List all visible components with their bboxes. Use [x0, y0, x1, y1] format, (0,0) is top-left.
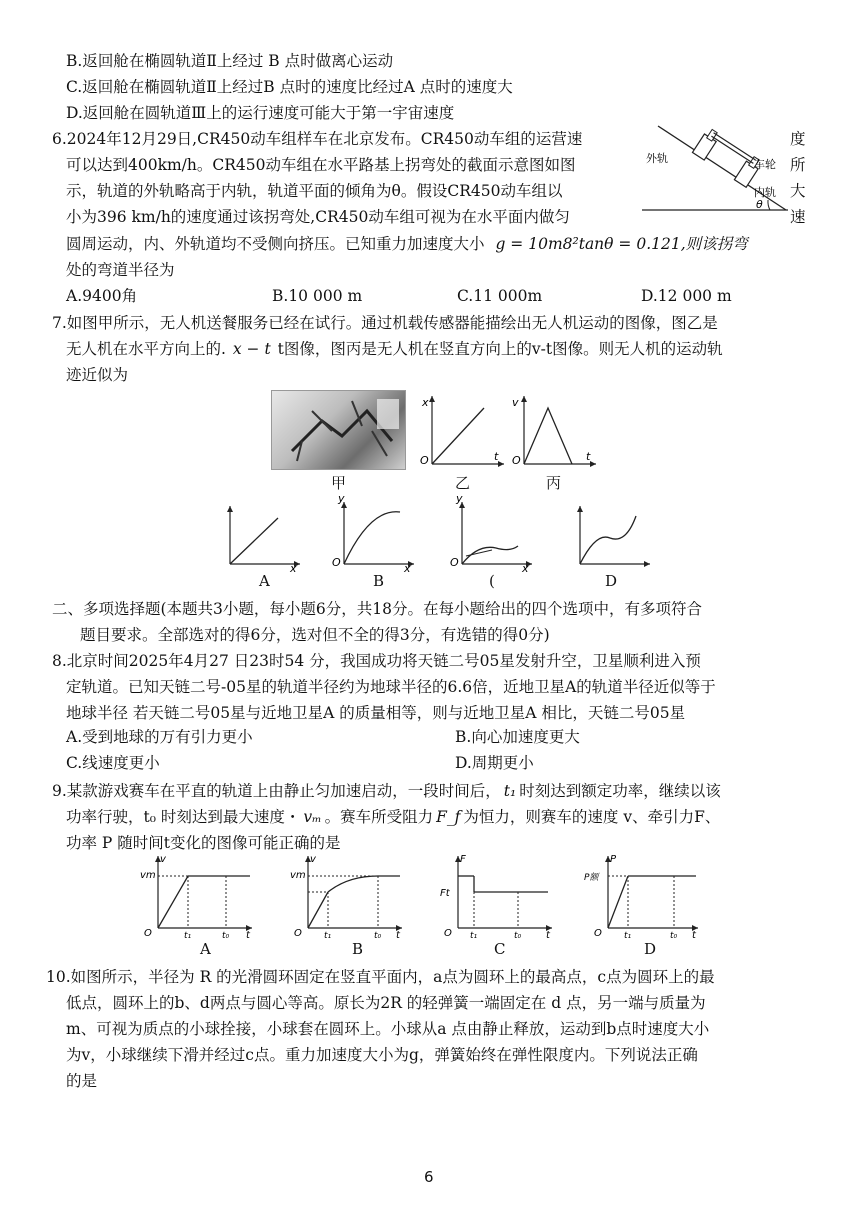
axis-origin: O [594, 928, 602, 938]
axis-v: v [160, 854, 166, 865]
q6-side-word: 大 [790, 182, 806, 200]
q9-line-3: 功率 P 随时间t变化的图像可能正确的是 [66, 834, 341, 852]
answer-graph-b [330, 494, 420, 572]
axis-v: v [310, 854, 316, 865]
q9-t1: t₁ [503, 782, 517, 800]
q9-text: 功率行驶，t₀ 时刻达到最大速度・ [66, 808, 301, 826]
axis-x: x [522, 562, 529, 572]
rail-cross-section-diagram [640, 122, 790, 214]
axis-f: F [460, 854, 466, 865]
q6-formula: g = 10m8²tanθ = 0.121,则该拐弯 [495, 235, 748, 253]
q10-line-3: m、可视为质点的小球拴接，小球套在圆环上。小球从a 点由静止释放，运动到b点时速度大小 [66, 1020, 710, 1038]
q9-label-b: B [352, 940, 364, 958]
answer-label-d: D [605, 572, 618, 590]
q10-line-1: 10.如图所示，半径为 R 的光滑圆环固定在竖直平面内，a点为圆环上的最高点，c点为圆环上的最 [46, 968, 715, 986]
page-number: 6 [424, 1168, 434, 1186]
axis-t: t [396, 930, 400, 938]
q5-option-d: D.返回舱在圆轨道Ⅲ上的运行速度可能大于第一宇宙速度 [66, 104, 455, 122]
q6-line-4: 小为396 km/h的速度通过该拐弯处,CR450动车组可视为在水平面内做匀 [66, 208, 570, 226]
axis-origin: O [144, 928, 152, 938]
q7-line-1: 7.如图甲所示，无人机送餐服务已经在试行。通过机载传感器能描绘出无人机运动的图像，图乙是 [52, 314, 718, 332]
q7-line-3: 迹近似为 [66, 366, 129, 384]
label-t0: t₀ [374, 931, 382, 938]
axis-y: y [456, 494, 463, 505]
q10-line-2: 低点，圆环上的b、d两点与圆心等高。原长为2R 的轻弹簧一端固定在 d 点，另一端与质量为 [66, 994, 706, 1012]
q6-option-c: C.11 000m [457, 287, 543, 305]
q9-text: 时刻达到额定功率，继续以该 [519, 782, 721, 800]
xt-graph [418, 392, 508, 470]
q5-option-c: C.返回舱在椭圆轨道Ⅱ上经过B 点时的速度比经过A 点时的速度大 [66, 78, 513, 96]
q9-graph-c [438, 852, 558, 938]
label-t1: t₁ [184, 931, 192, 938]
outer-rail-label: 外轨 [646, 152, 668, 165]
inner-rail-label: 内轨 [754, 186, 776, 199]
axis-origin: O [512, 454, 521, 467]
q9-graph-b [288, 852, 408, 938]
caption-bing: 丙 [546, 474, 562, 492]
axis-origin: O [444, 928, 452, 938]
q8-option-c: C.线速度更小 [66, 754, 160, 772]
axis-origin: O [332, 556, 341, 569]
caption-jia: 甲 [331, 474, 347, 492]
label-ff: Ft [440, 888, 450, 899]
answer-graph-a [216, 502, 306, 572]
q8-line-1: 8.北京时间2025年4月27 日23时54 分，我国成功将天链二号05星发射升空，卫星顺利进入预 [52, 652, 701, 670]
q6-option-d: D.12 000 m [641, 287, 732, 305]
q9-vm: vₘ [303, 808, 322, 826]
q9-graph-d [584, 852, 704, 938]
axis-t: t [692, 930, 696, 938]
q6-option-b: B.10 000 m [272, 287, 363, 305]
q9-line-1 [52, 780, 721, 802]
label-t0: t₀ [670, 931, 678, 938]
label-vm: vm [140, 870, 156, 881]
label-p-rated: P额 [584, 873, 599, 883]
section2-header-line-1: 二、多项选择题(本题共3小题，每小题6分，共18分。在每小题给出的四个选项中，有多项符合 [52, 600, 702, 618]
q9-label-d: D [644, 940, 657, 958]
axis-t: t [546, 930, 550, 938]
q6-option-a: A.9400角 [66, 287, 138, 305]
q6-side-word: 度 [790, 130, 806, 148]
q5-option-b: B.返回舱在椭圆轨道Ⅱ上经过 B 点时做离心运动 [66, 52, 394, 70]
label-t0: t₀ [222, 931, 230, 938]
axis-y: y [338, 494, 345, 505]
q9-text: 9.某款游戏赛车在平直的轨道上由静止匀加速启动，一段时间后， [52, 782, 501, 800]
vt-graph [510, 392, 600, 470]
q9-line-2 [66, 806, 720, 828]
axis-x: x [422, 396, 429, 409]
answer-label-c: ( [489, 572, 495, 590]
q8-option-a: A.受到地球的万有引力更小 [66, 728, 253, 746]
q9-text: 。赛车所受阻力 [324, 808, 434, 826]
q7-text-b: t图像，图丙是无人机在竖直方向上的v-t图像。则无人机的运动轨 [277, 340, 723, 358]
label-t0: t₀ [514, 931, 522, 938]
axis-t: t [586, 450, 591, 463]
q8-option-b: B.向心加速度更大 [455, 728, 580, 746]
axis-x: x [404, 562, 411, 572]
answer-graph-c [448, 494, 538, 572]
label-t1: t₁ [324, 931, 332, 938]
axis-p: P [610, 854, 617, 865]
axis-x: x [290, 562, 297, 572]
axis-v: v [512, 396, 519, 409]
q7-xt-symbol: x − t [232, 340, 271, 358]
answer-label-b: B [373, 572, 385, 590]
q8-line-3: 地球半径 若天链二号05星与近地卫星A 的质量相等，则与近地卫星A 相比，天链二号05星 [66, 704, 686, 722]
answer-label-a: A [259, 572, 270, 590]
axis-origin: O [450, 556, 459, 569]
axis-origin: O [294, 928, 302, 938]
q6-text: 圆周运动，内、外轨道均不受侧向挤压。已知重力加速度大小 [66, 235, 485, 253]
drone-photo [271, 390, 406, 470]
q9-label-c: C [494, 940, 506, 958]
angle-label: θ [756, 198, 763, 211]
axis-origin: O [420, 454, 429, 467]
section2-header-line-2: 题目要求。全部选对的得6分，选对但不全的得3分，有选错的得0分) [80, 626, 550, 644]
q9-text: 为恒力，则赛车的速度 v、牵引力F、 [463, 808, 721, 826]
q7-text-a: 无人机在水平方向上的. [66, 340, 226, 358]
caption-yi: 乙 [455, 474, 471, 492]
q6-side-word: 速 [790, 208, 806, 226]
q7-line-2 [66, 338, 723, 360]
q6-line-5 [66, 233, 748, 255]
q9-graph-a [138, 852, 258, 938]
q6-side-word: 所 [790, 156, 806, 174]
label-t1: t₁ [624, 931, 632, 938]
axis-t: t [494, 450, 499, 463]
q10-line-4: 为v，小球继续下滑并经过c点。重力加速度大小为g，弹簧始终在弹性限度内。下列说法正确 [66, 1046, 698, 1064]
q6-line-1: 6.2024年12月29日,CR450动车组样车在北京发布。CR450动车组的运营速 [52, 130, 583, 148]
q10-line-5: 的是 [66, 1072, 98, 1090]
q9-ff: F_f [436, 808, 461, 826]
q6-line-3: 示，轨道的外轨略高于内轨，轨道平面的倾角为θ。假设CR450动车组以 [66, 182, 563, 200]
label-t1: t₁ [470, 931, 478, 938]
answer-graph-d [566, 502, 656, 572]
q8-line-2: 定轨道。已知天链二号-05星的轨道半径约为地球半径的6.6倍，近地卫星A的轨道半径近似等于 [66, 678, 716, 696]
q6-line-6: 处的弯道半径为 [66, 261, 175, 279]
label-vm: vm [290, 870, 306, 881]
q9-label-a: A [200, 940, 211, 958]
q6-line-2: 可以达到400km/h。CR450动车组在水平路基上拐弯处的截面示意图如图 [66, 156, 576, 174]
q8-option-d: D.周期更小 [455, 754, 534, 772]
axis-t: t [246, 930, 250, 938]
wheel-label: 车轮 [754, 158, 776, 171]
